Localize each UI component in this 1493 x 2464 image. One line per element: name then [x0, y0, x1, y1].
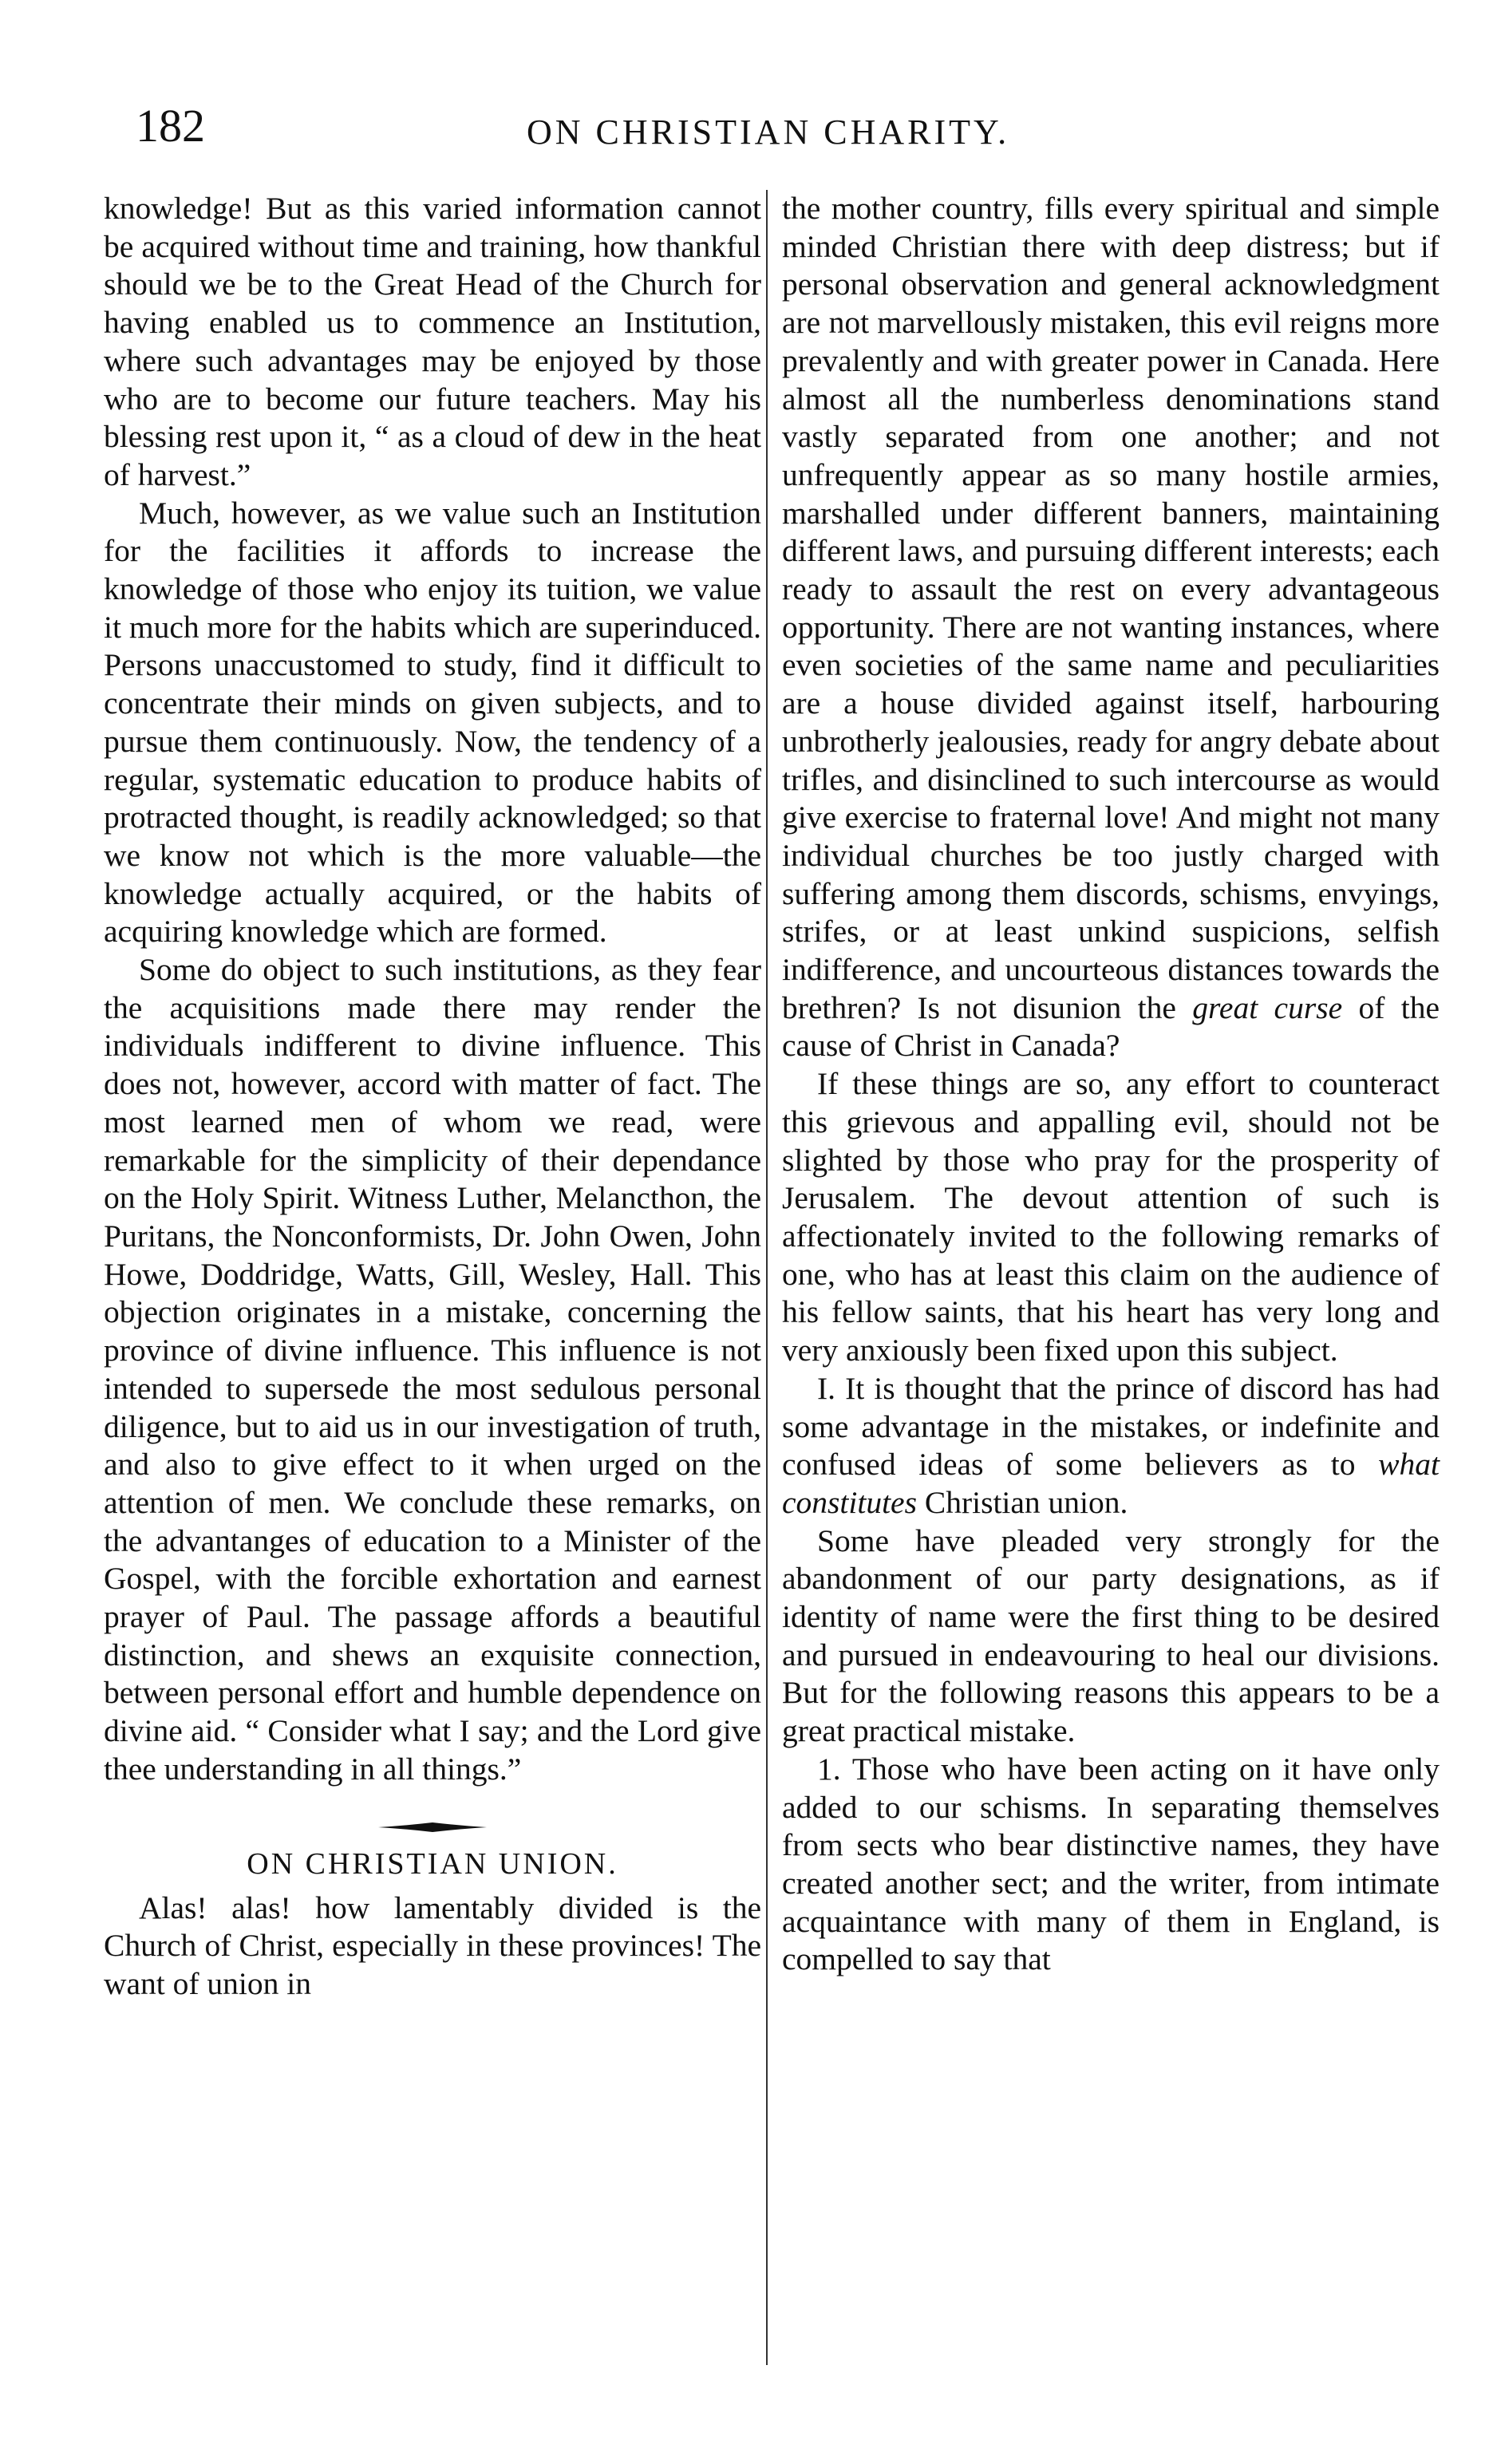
right-paragraph-1-text-b: of the cause of Christ in Canada?	[782, 989, 1440, 1064]
right-column	[782, 190, 1440, 1979]
right-paragraph-5: 1. Those who have been acting on it have only added to our schisms. In separating themselves from sects who bear distinctive names, they have created another sect; and the writer, from intimate acquaintance with many of them in England, is compelled to say that	[782, 1751, 1440, 1977]
right-paragraph-3-emphasis: what constitutes	[782, 1447, 1440, 1520]
section-heading: ON CHRISTIAN UNION.	[247, 1846, 618, 1881]
right-paragraph-1-emphasis: great curse	[1192, 989, 1343, 1025]
right-paragraph-1-text-a: the mother country, fills every spiritual and simple minded Christian there with deep distress; but if personal observation and general acknowledgment are not marvellously mistaken, this evil reigns more prevalently and with greater power in Canada. Here almost all the numberless denominations stand vastly separated from one another; and not unfrequently appear as so many hostile armies, marshalled under different banners, maintaining different laws, and pursuing different interests; each ready to assault the rest on every advantageous opportunity. There are not wanting instances, where even societies of the same name and peculiarities are a house divided against itself, harbouring unbrotherly jealousies, ready for angry debate about trifles, and disinclined to such intercourse as would give exercise to fraternal love! And might not many individual churches be too justly charged with suffering among them discords, schisms, envyings, strifes, or at least unkind suspicions, selfish indifference, and uncourteous distances towards the brethren? Is not disunion the	[782, 191, 1440, 1025]
right-paragraph-2: If these things are so, any effort to counteract this grievous and appalling evil, should not be slighted by those who pray for the prosperity of Jerusalem. The devout attention of such is affectionately invited to the following remarks of one, who has at least this claim on the audience of his fellow saints, that his heart has very long and very anxiously been fixed upon this subject.	[782, 1066, 1440, 1368]
left-paragraph-3: Some do object to such institutions, as they fear the acquisitions made there may render the individuals indifferent to divine influence. This does not, however, accord with matter of fact. The most learned men of whom we read, were remarkable for the simplicity of their dependance on the Holy Spirit. Witness Luther, Melancthon, the Puritans, the Nonconformists, Dr. John Owen, John Howe, Doddridge, Watts, Gill, Wesley, Hall. This objection originates in a mistake, concerning the province of divine influence. This influence is not intended to supersede the most sedulous personal diligence, but to aid us in our investigation of truth, and also to give effect to it when urged on the attention of men. We conclude these remarks, on the advantanges of education to a Minister of the Gospel, with the forcible exhortation and earnest prayer of Paul. The passage affords a beautiful distinction, and shews an exquisite connection, between personal effort and humble dependence on divine aid. “ Consider what I say; and the Lord give thee understanding in all things.”	[104, 952, 761, 1787]
page-number: 182	[136, 100, 205, 152]
right-paragraph-1	[782, 190, 1440, 1065]
running-title: ON CHRISTIAN CHARITY.	[527, 113, 1010, 152]
section-divider-ornament	[377, 1821, 488, 1834]
running-head	[96, 94, 1388, 158]
column-divider	[766, 190, 768, 2365]
right-paragraph-3-text-a: I. It is thought that the prince of discord has had some advantage in the mistakes, or indefinite and confused ideas of some believers as to	[782, 1370, 1440, 1483]
left-paragraph-2: Much, however, as we value such an Institution for the facilities it affords to increase the knowledge of those who enjoy its tuition, we value it much more for the habits which are superinduced. Persons unaccustomed to study, find it difficult to concentrate their minds on given subjects, and to pursue them continuously. Now, the tendency of a regular, systematic education to produce habits of protracted thought, is readily acknowledged; so that we know not which is the more valuable—the knowledge actually acquired, or the habits of acquiring knowledge which are formed.	[104, 495, 761, 950]
left-paragraph-4: Alas! alas! how lamentably divided is the Church of Christ, especially in these provinces! The want of union in	[104, 1889, 761, 2001]
left-column	[104, 190, 761, 2004]
right-paragraph-3	[782, 1370, 1440, 1522]
left-paragraph-1: knowledge! But as this varied information cannot be acquired without time and training, how thankful should we be to the Great Head of the Church for having enabled us to commence an Institution, where such advantages may be enjoyed by those who are to become our future teachers. May his blessing rest upon it, “ as a cloud of dew in the heat of harvest.”	[104, 191, 761, 492]
right-paragraph-3-text-b: Christian union.	[916, 1484, 1128, 1520]
right-paragraph-4: Some have pleaded very strongly for the abandonment of our party designations, as if identity of name were the first thing to be desired and pursued in endeavouring to heal our divisions. But for the following reasons this appears to be a great practical mistake.	[782, 1522, 1440, 1749]
